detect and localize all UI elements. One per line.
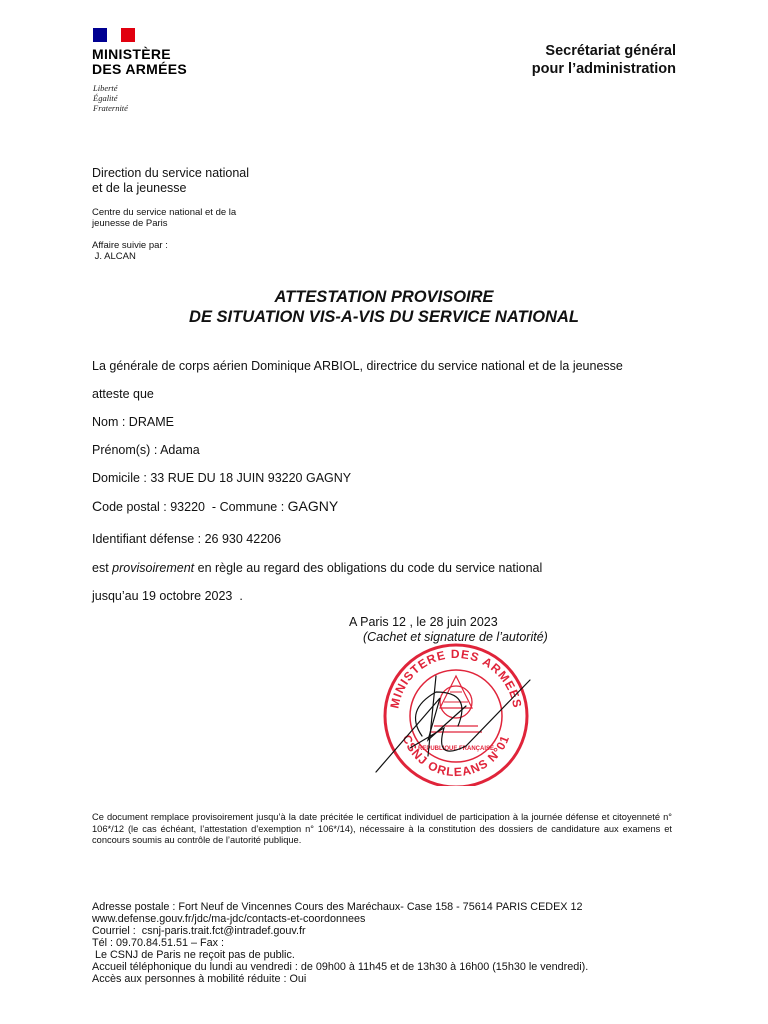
french-flag-logo bbox=[93, 28, 135, 42]
footer-public-notice: Le CSNJ de Paris ne reçoit pas de public. bbox=[92, 949, 295, 961]
affaire-name: J. ALCAN bbox=[92, 251, 136, 262]
centre-block bbox=[92, 207, 236, 229]
title-line-2: DE SITUATION VIS-A-VIS DU SERVICE NATIONAL bbox=[189, 308, 579, 326]
affaire-label: Affaire suivie par : bbox=[92, 240, 168, 251]
code-postal-text: ode postal : 93220 - Commune : bbox=[102, 500, 288, 514]
centre-line-1: Centre du service national et de la bbox=[92, 207, 237, 218]
domicile-field: Domicile : 33 RUE DU 18 JUIN 93220 GAGNY bbox=[92, 471, 352, 485]
until-date: jusqu’au 19 octobre 2023 . bbox=[92, 589, 243, 603]
identifiant-field: Identifiant défense : 26 930 42206 bbox=[92, 532, 282, 546]
nom-field: Nom : DRAME bbox=[92, 415, 174, 429]
stamp-bottom-text: CSNJ ORLEANS N°01 bbox=[399, 732, 513, 780]
secretariat-heading bbox=[532, 42, 676, 78]
motto-liberte: Liberté bbox=[93, 83, 118, 93]
footer-accessibility: Accès aux personnes à mobilité réduite : Oui bbox=[92, 973, 307, 985]
ministry-name bbox=[92, 47, 187, 77]
motto-fraternite: Fraternité bbox=[93, 103, 128, 113]
status-line bbox=[92, 561, 542, 576]
direction-line-2: et de la jeunesse bbox=[92, 181, 187, 195]
status-post: en règle au regard des obligations du code du service national bbox=[194, 561, 543, 575]
ministry-line-1: MINISTÈRE bbox=[92, 46, 171, 62]
affaire-block bbox=[92, 240, 168, 262]
official-stamp bbox=[370, 636, 540, 786]
secretariat-line-1: Secrétariat général bbox=[545, 43, 676, 59]
direction-block bbox=[92, 166, 249, 196]
title-line-1: ATTESTATION PROVISOIRE bbox=[274, 288, 494, 306]
code-initial: C bbox=[92, 498, 103, 514]
footer-contact bbox=[92, 901, 588, 985]
prenom-field: Prénom(s) : Adama bbox=[92, 443, 200, 457]
centre-line-2: jeunesse de Paris bbox=[92, 218, 168, 229]
code-postal-field bbox=[92, 499, 338, 515]
footer-hours: Accueil téléphonique du lundi au vendredi : de 09h00 à 11h45 et de 13h30 à 16h00 (15h30 le vendredi). bbox=[92, 961, 589, 973]
intro-text: La générale de corps aérien Dominique ARBIOL, directrice du service national et de la jeunesse bbox=[92, 359, 623, 373]
ministry-line-2: DES ARMÉES bbox=[92, 61, 188, 77]
document-title bbox=[0, 287, 768, 327]
status-pre: est bbox=[92, 561, 113, 575]
footer-website: www.defense.gouv.fr/jdc/ma-jdc/contacts-et-coordonnees bbox=[92, 913, 366, 925]
motto-egalite: Égalité bbox=[93, 93, 118, 103]
stamp-center-text: REPUBLIQUE FRANÇAISE bbox=[417, 746, 495, 752]
republic-motto bbox=[93, 83, 128, 113]
atteste-text: atteste que bbox=[92, 387, 154, 401]
validity-note: Ce document remplace provisoirement jusqu’à la date précitée le certificat individuel de participation à la journée défense et citoyenneté n° 106*/12 (le cas échéant, l’attestation d’exemption n° 106*/14), nécessaire à la constitution des dossiers de candidature aux examens et concours soumis au contrôle de l’autorité publique. bbox=[92, 812, 672, 845]
secretariat-line-2: pour l’administration bbox=[531, 61, 676, 77]
cachet-caption: (Cachet et signature de l’autorité) bbox=[363, 630, 548, 644]
stamp-top-text: MINISTERE DES ARMEES bbox=[387, 646, 525, 710]
footer-address: Adresse postale : Fort Neuf de Vincennes Cours des Maréchaux- Case 158 - 75614 PARIS CEDEX 12 bbox=[92, 901, 583, 913]
footer-email: Courriel : csnj-paris.trait.fct@intradef.gouv.fr bbox=[92, 925, 306, 937]
direction-line-1: Direction du service national bbox=[92, 166, 250, 180]
footer-phone: Tél : 09.70.84.51.51 – Fax : bbox=[92, 937, 225, 949]
commune-value: GAGNY bbox=[287, 498, 339, 514]
place-date: A Paris 12 , le 28 juin 2023 bbox=[349, 615, 498, 629]
status-italic: provisoirement bbox=[112, 561, 195, 575]
